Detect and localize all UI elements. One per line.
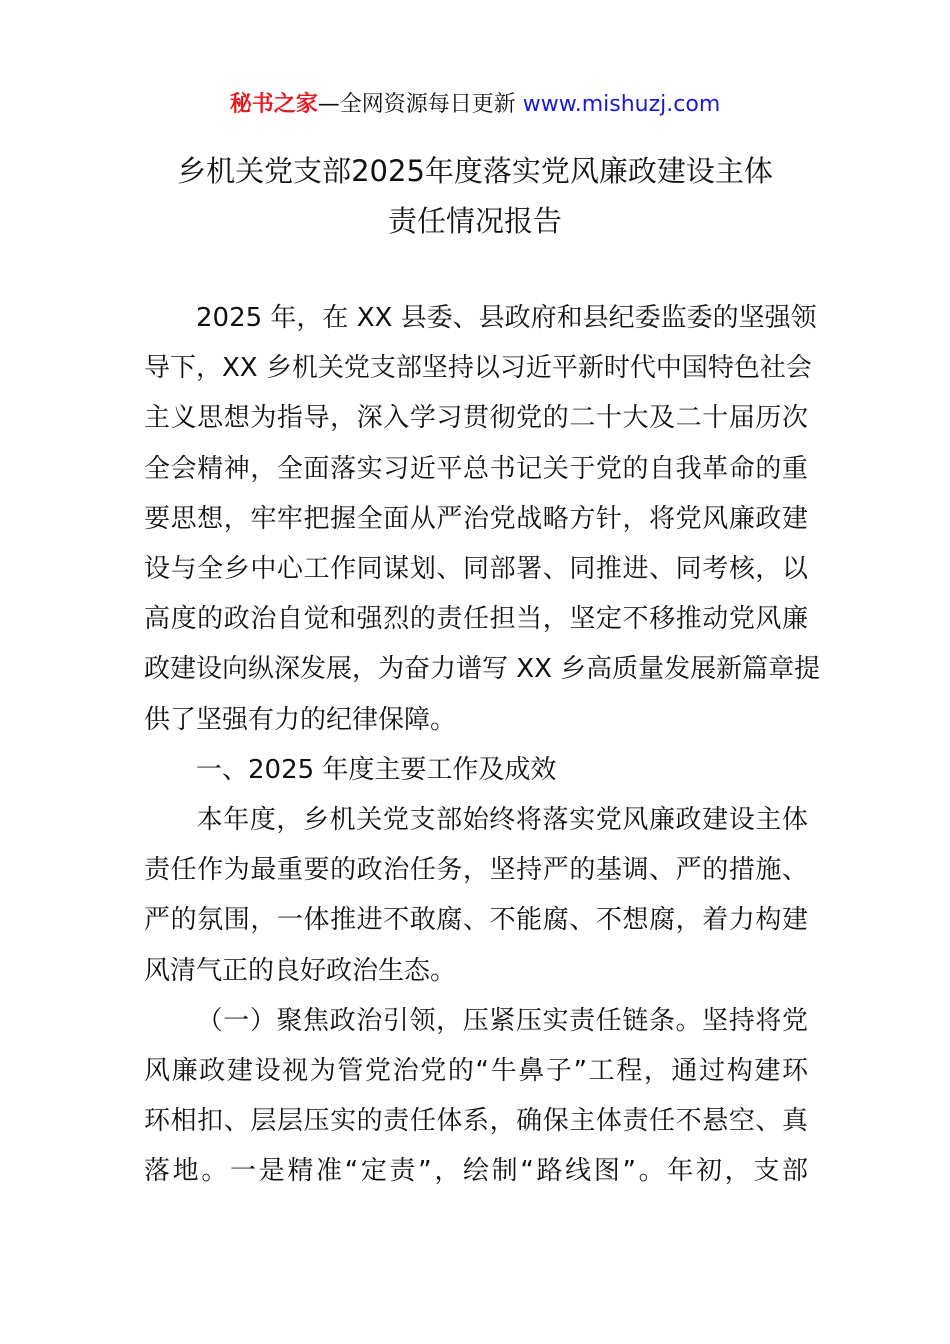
text-line: 本年度，乡机关党支部始终将落实党风廉政建设主体 [196,805,808,836]
title-line-1: 乡机关党支部2025年度落实党风廉政建设主体 [177,154,773,188]
paragraph-intro [144,293,821,745]
text-line: 要思想，牢牢把握全面从严治党战略方针，将党风廉政建 [144,503,808,534]
text-line: 全会精神，全面落实习近平总书记关于党的自我革命的重 [144,453,808,484]
text-line: 导下，XX 乡机关党支部坚持以习近平新时代中国特色社会 [144,353,812,384]
text-line: 环相扣、层层压实的责任体系，确保主体责任不悬空、真 [144,1106,808,1137]
site-header [0,88,950,122]
text-line: 政建设向纵深发展，为奋力谱写 XX 乡高质量发展新篇章提 [144,654,821,685]
paragraph-political-leadership [144,996,808,1197]
text-line: 供了坚强有力的纪律保障。 [144,704,457,735]
site-tagline: —全网资源每日更新 [317,92,523,117]
document-body [144,293,821,1197]
text-line: （一）聚焦政治引领，压紧压实责任链条。坚持将党 [196,1005,808,1036]
text-line: 主义思想为指导，深入学习贯彻党的二十大及二十届历次 [144,403,808,434]
text-line: 严的氛围，一体推进不敢腐、不能腐、不想腐，着力构建 [144,905,808,936]
title-line-2: 责任情况报告 [387,204,562,238]
text-line: 高度的政治自觉和强烈的责任担当，坚定不移推动党风廉 [144,604,808,635]
section-heading-1 [144,745,808,795]
site-url-link[interactable]: www.mishuzj.com [522,92,721,117]
paragraph-summary [144,795,808,996]
heading-text: 一、2025 年度主要工作及成效 [196,754,557,785]
text-line: 落地。一是精准“定责”，绘制“路线图”。年初，支部 [144,1156,808,1187]
text-line: 风清气正的良好政治生态。 [144,955,457,986]
document-title [100,146,850,246]
text-line: 设与全乡中心工作同谋划、同部署、同推进、同考核，以 [144,554,808,585]
text-line: 风廉政建设视为管党治党的“牛鼻子”工程，通过构建环 [144,1056,808,1087]
text-line: 责任作为最重要的政治任务，坚持严的基调、严的措施、 [144,855,808,886]
text-line: 2025 年，在 XX 县委、县政府和县纪委监委的坚强领 [196,303,817,333]
site-brand: 秘书之家 [229,92,318,117]
